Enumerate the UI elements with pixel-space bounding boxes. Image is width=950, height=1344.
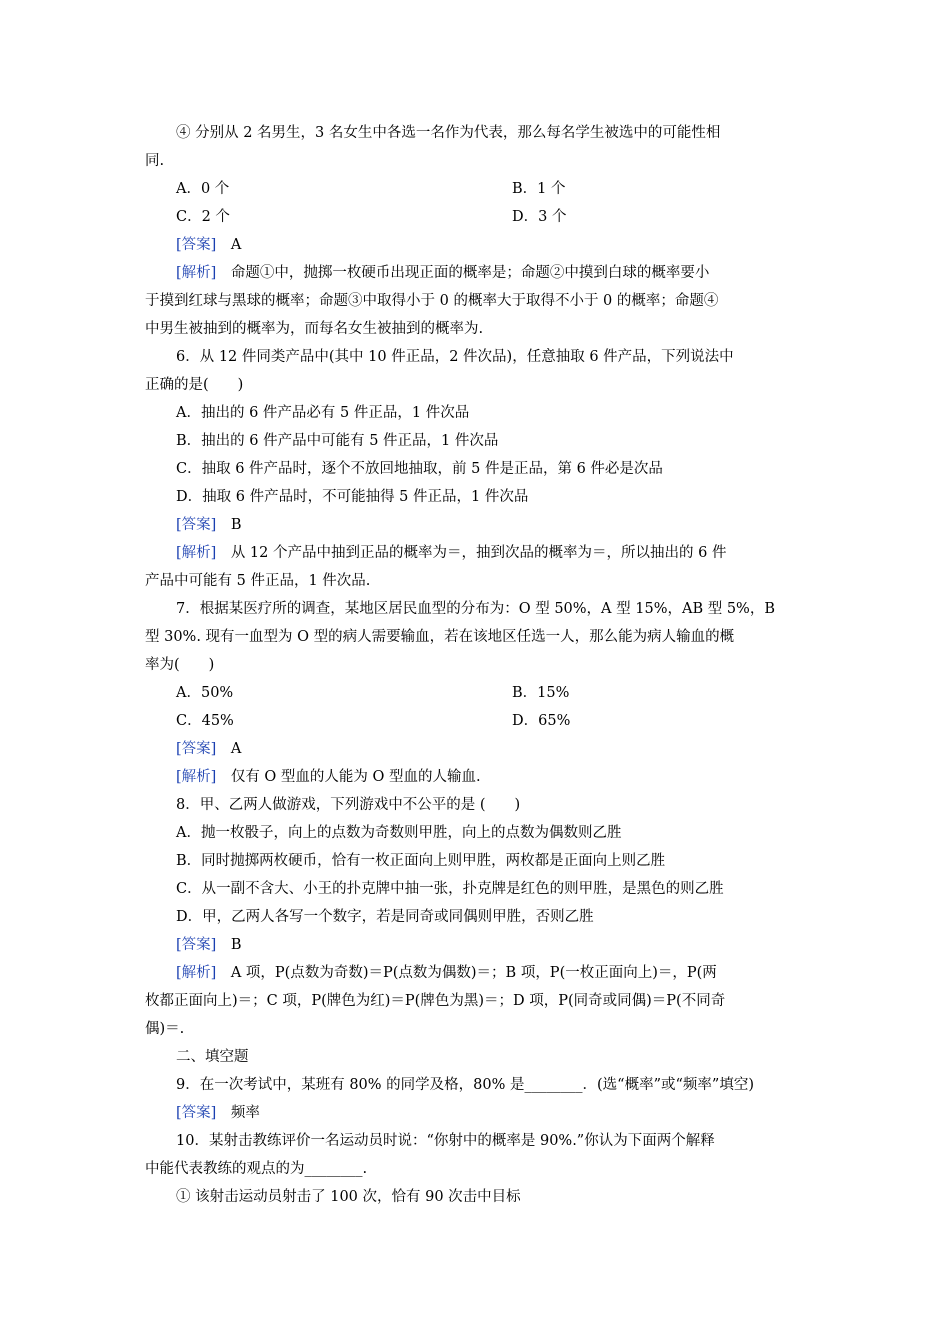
q6-analysis bbox=[176, 544, 810, 562]
q7-stem: 7．根据某医疗所的调查，某地区居民血型的分布为：O 型 50%，A 型 15%，AB 型 5%，B bbox=[176, 601, 775, 617]
q6-stem-cont: 正确的是( ) bbox=[145, 377, 244, 393]
q8-stem: 8．甲、乙两人做游戏，下列游戏中不公平的是 ( ) bbox=[176, 797, 521, 813]
q10-option-1: ① 该射击运动员射击了 100 次，恰有 90 次击中目标 bbox=[176, 1189, 521, 1205]
q7-option-d: D．65% bbox=[512, 713, 571, 729]
q6-analysis-line-2: 产品中可能有 5 件正品，1 件次品. bbox=[145, 573, 371, 589]
q5-option-b: B．1 个 bbox=[512, 181, 566, 197]
q5-option-c: C．2 个 bbox=[176, 209, 230, 225]
analysis-text: A 项，P(点数为奇数)＝P(点数为偶数)＝；B 项，P(一枚正面向上)＝，P(两 bbox=[230, 965, 717, 981]
q8-option-a: A．抛一枚骰子，向上的点数为奇数则甲胜，向上的点数为偶数则乙胜 bbox=[176, 825, 622, 841]
q6-stem: 6．从 12 件同类产品中(其中 10 件正品，2 件次品)，任意抽取 6 件产品，下列说法中 bbox=[176, 349, 734, 365]
answer-value: A bbox=[230, 741, 242, 757]
q5-analysis-line-2: 于摸到红球与黑球的概率；命题③中取得小于 0 的概率大于取得不小于 0 的概率；命题④ bbox=[145, 293, 719, 309]
analysis-tag: [解析] bbox=[176, 265, 217, 281]
q7-stem-cont: 型 30%. 现有一血型为 O 型的病人需要输血，若在该地区任选一人，那么能为病人输血的概 bbox=[145, 629, 735, 645]
q7-option-a: A．50% bbox=[176, 685, 234, 701]
answer-value: A bbox=[230, 237, 242, 253]
q8-answer bbox=[176, 936, 810, 954]
q7-analysis bbox=[176, 768, 810, 786]
q7-answer bbox=[176, 740, 810, 758]
answer-tag: [答案] bbox=[176, 937, 217, 953]
q6-option-b: B．抽出的 6 件产品中可能有 5 件正品，1 件次品 bbox=[176, 433, 499, 449]
analysis-text: 从 12 个产品中抽到正品的概率为＝，抽到次品的概率为＝，所以抽出的 6 件 bbox=[230, 545, 727, 561]
answer-value: 频率 bbox=[230, 1105, 260, 1121]
q8-option-b: B．同时抛掷两枚硬币，恰有一枚正面向上则甲胜，两枚都是正面向上则乙胜 bbox=[176, 853, 666, 869]
q7-stem-cont-2: 率为( ) bbox=[145, 657, 215, 673]
analysis-text: 仅有 O 型血的人能为 O 型血的人输血. bbox=[230, 769, 481, 785]
analysis-tag: [解析] bbox=[176, 545, 217, 561]
q6-option-d: D．抽取 6 件产品时，不可能抽得 5 件正品，1 件次品 bbox=[176, 489, 529, 505]
answer-value: B bbox=[230, 517, 242, 533]
section-title: 二、填空题 bbox=[176, 1049, 249, 1065]
answer-tag: [答案] bbox=[176, 1105, 217, 1121]
q5-analysis-line-3: 中男生被抽到的概率为，而每名女生被抽到的概率为. bbox=[145, 321, 484, 337]
q8-analysis-line-3: 偶)＝. bbox=[145, 1021, 185, 1037]
q8-analysis-line-2: 枚都正面向上)＝；C 项，P(牌色为红)＝P(牌色为黑)＝；D 项，P(同奇或同偶)＝P(不同奇 bbox=[145, 993, 726, 1009]
answer-value: B bbox=[230, 937, 242, 953]
q7-option-b: B．15% bbox=[512, 685, 570, 701]
analysis-text: 命题①中，抛掷一枚硬币出现正面的概率是；命题②中摸到白球的概率要小 bbox=[230, 265, 710, 281]
q8-option-c: C．从一副不含大、小王的扑克牌中抽一张，扑克牌是红色的则甲胜，是黑色的则乙胜 bbox=[176, 881, 724, 897]
q8-analysis bbox=[176, 964, 810, 982]
q5-statement-4: ④ 分别从 2 名男生，3 名女生中各选一名作为代表，那么每名学生被选中的可能性相 bbox=[176, 125, 721, 141]
q5-analysis bbox=[176, 264, 810, 282]
analysis-tag: [解析] bbox=[176, 965, 217, 981]
q10-stem: 10．某射击教练评价一名运动员时说：“你射中的概率是 90%.”你认为下面两个解释 bbox=[176, 1133, 715, 1149]
answer-tag: [答案] bbox=[176, 741, 217, 757]
q7-option-c: C．45% bbox=[176, 713, 234, 729]
q6-option-c: C．抽取 6 件产品时，逐个不放回地抽取，前 5 件是正品，第 6 件必是次品 bbox=[176, 461, 663, 477]
q6-answer bbox=[176, 516, 810, 534]
q9-answer bbox=[176, 1104, 810, 1122]
q5-statement-4-cont: 同. bbox=[145, 153, 165, 169]
q9-stem: 9．在一次考试中，某班有 80% 的同学及格，80% 是________．(选“概率”或“频率”填空) bbox=[176, 1077, 754, 1093]
q8-option-d: D．甲，乙两人各写一个数字，若是同奇或同偶则甲胜，否则乙胜 bbox=[176, 909, 594, 925]
q5-option-d: D．3 个 bbox=[512, 209, 567, 225]
q5-option-a: A．0 个 bbox=[176, 181, 230, 197]
answer-tag: [答案] bbox=[176, 517, 217, 533]
analysis-tag: [解析] bbox=[176, 769, 217, 785]
q6-option-a: A．抽出的 6 件产品必有 5 件正品，1 件次品 bbox=[176, 405, 470, 421]
q5-answer bbox=[176, 236, 810, 254]
answer-tag: [答案] bbox=[176, 237, 217, 253]
q10-stem-cont: 中能代表教练的观点的为________. bbox=[145, 1161, 368, 1177]
